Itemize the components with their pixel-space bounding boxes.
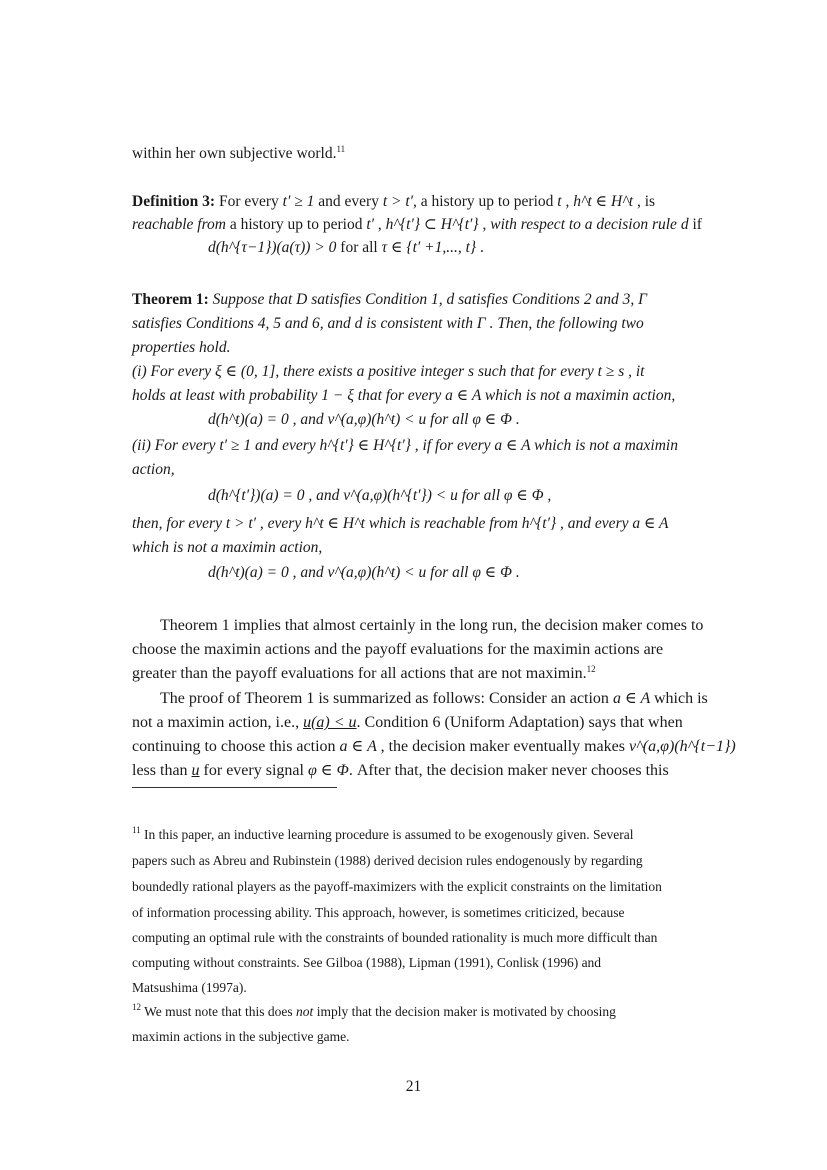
def-text: reachable from	[132, 216, 226, 233]
para2-math: φ ∈ Φ	[307, 762, 349, 779]
para2-line-4	[132, 761, 669, 781]
para2-line-3	[132, 737, 736, 757]
footnote-emphasis: not	[296, 1004, 314, 1019]
def-math: t > t′	[382, 193, 414, 210]
para1-line-1: Theorem 1 implies that almost certainly in the long run, the decision maker comes to	[160, 617, 704, 634]
para1-line-3	[132, 664, 596, 684]
footnote-11-line-6: computing without constraints. See Gilboa (1988), Lipman (1991), Conlisk (1996) and	[132, 955, 602, 970]
para1-line-2: choose the maximin actions and the payoff evaluations for the maximin actions are	[132, 641, 664, 658]
footnote-divider	[132, 787, 337, 788]
def-math: d(h^{τ−1})(a(τ)) > 0	[208, 239, 337, 256]
def-text: , a history up to period	[413, 193, 558, 210]
para2-text: . Condition 6 (Uniform Adaptation) says that when	[356, 714, 683, 731]
footnote-11-marker: 11	[132, 825, 141, 835]
def-text: , is	[633, 193, 656, 210]
para2-text: less than	[132, 762, 192, 779]
def-math: t′ ≥ 1	[282, 193, 315, 210]
theorem-part-i-line-2: holds at least with probability 1 − ξ that for every a ∈ A which is not a maximin action,	[132, 387, 676, 404]
theorem-part-ii-line-5: which is not a maximin action,	[132, 539, 323, 556]
theorem-part-i-line-3: d(h^t)(a) = 0 , and v^(a,φ)(h^t) < u for all φ ∈ Φ .	[208, 411, 520, 428]
para2-math: a ∈ A	[612, 690, 654, 707]
footnote-text: We must note that this does	[144, 1004, 297, 1019]
para2-text: continuing to choose this action	[132, 738, 340, 755]
theorem-text: Suppose that D satisfies Condition 1, d satisfies Conditions 2 and 3, Γ	[212, 291, 647, 308]
def-math: h^t ∈ H^t	[573, 193, 634, 210]
def-math: t′	[366, 216, 375, 233]
para2-line-1	[160, 689, 708, 709]
footnote-12-line-2: maximin actions in the subjective game.	[132, 1029, 350, 1044]
def-text: and every	[314, 193, 383, 210]
theorem-part-ii-line-4: then, for every t > t′ , every h^t ∈ H^t which is reachable from h^{t′} , and every a ∈ A	[132, 515, 669, 532]
para2-line-2	[132, 713, 683, 733]
def-text: with respect to a decision rule	[490, 216, 677, 233]
definition-line-1	[132, 192, 655, 212]
para2-text: for every signal	[199, 762, 308, 779]
def-text: a history up to period	[225, 216, 367, 233]
theorem-part-ii-line-2: action,	[132, 461, 175, 478]
theorem-line-2: satisfies Conditions 4, 5 and 6, and d is consistent with Γ . Then, the following two	[132, 315, 644, 332]
def-text: if	[692, 216, 702, 233]
def-text: .	[476, 239, 484, 256]
para2-text: not a maximin action, i.e.,	[132, 714, 304, 731]
definition-line-2	[132, 215, 702, 235]
def-text: for all	[336, 239, 382, 256]
footnote-12-line-1	[132, 1003, 616, 1021]
footnote-text: imply that the decision maker is motivated by choosing	[313, 1004, 616, 1019]
para2-math: v^(a,φ)(h^{t−1})	[628, 738, 736, 755]
para1-text: greater than the payoff evaluations for all actions that are not maximin.	[132, 665, 587, 682]
footnote-12-marker: 12	[132, 1002, 141, 1012]
para2-math: u(a) < u	[303, 714, 357, 731]
para2-text: which is	[653, 690, 708, 707]
para2-text: . After that, the decision maker never chooses this	[348, 762, 669, 779]
footnote-text: In this paper, an inductive learning procedure is assumed to be exogenously given. Several	[144, 827, 634, 842]
theorem-line-1	[132, 290, 647, 310]
definition-line-3	[208, 238, 484, 258]
footnote-11-line-1	[132, 826, 634, 844]
theorem-part-i-line-1: (i) For every ξ ∈ (0, 1], there exists a positive integer s such that for every t ≥ s , it	[132, 363, 645, 380]
page-number: 21	[405, 1078, 422, 1095]
def-text: ,	[478, 216, 491, 233]
theorem-part-ii-line-1: (ii) For every t′ ≥ 1 and every h^{t′} ∈ H^{t′} , if for every a ∈ A which is not a maximin	[132, 437, 678, 454]
intro-text: within her own subjective world.	[132, 145, 337, 162]
def-math: τ ∈ {t′ +1,..., t}	[381, 239, 477, 256]
theorem-part-ii-line-6: d(h^t)(a) = 0 , and v^(a,φ)(h^t) < u for all φ ∈ Φ .	[208, 564, 520, 581]
footnote-11-line-2: papers such as Abreu and Rubinstein (1988) derived decision rules endogenously by regarding	[132, 853, 643, 868]
def-math: h^{t′} ⊂ H^{t′}	[385, 216, 479, 233]
footnote-ref-12[interactable]: 12	[586, 664, 596, 674]
theorem-line-3: properties hold.	[132, 339, 231, 356]
theorem-part-ii-line-3: d(h^{t′})(a) = 0 , and v^(a,φ)(h^{t′}) < u for all φ ∈ Φ ,	[208, 487, 552, 504]
footnote-11-line-5: computing an optimal rule with the constraints of bounded rationality is much more difficult than	[132, 930, 658, 945]
def-text: ,	[374, 216, 386, 233]
footnote-11-line-4: of information processing ability. This approach, however, is sometimes criticized, because	[132, 905, 625, 920]
def-math: t	[557, 193, 562, 210]
def-text: For every	[218, 193, 283, 210]
para2-math: u	[191, 762, 200, 779]
intro-line	[132, 144, 345, 164]
definition-heading: Definition 3:	[132, 193, 216, 210]
para2-text: , the decision maker eventually makes	[380, 738, 629, 755]
para2-math: a ∈ A	[339, 738, 381, 755]
footnote-11-line-7: Matsushima (1997a).	[132, 980, 247, 995]
footnote-ref-11[interactable]: 11	[336, 144, 346, 154]
para2-text: The proof of Theorem 1 is summarized as follows: Consider an action	[160, 690, 613, 707]
def-text: ,	[561, 193, 574, 210]
theorem-heading: Theorem 1:	[132, 291, 209, 308]
footnote-11-line-3: boundedly rational players as the payoff-maximizers with the explicit constraints on the limitation	[132, 879, 662, 894]
def-math: d	[676, 216, 693, 233]
